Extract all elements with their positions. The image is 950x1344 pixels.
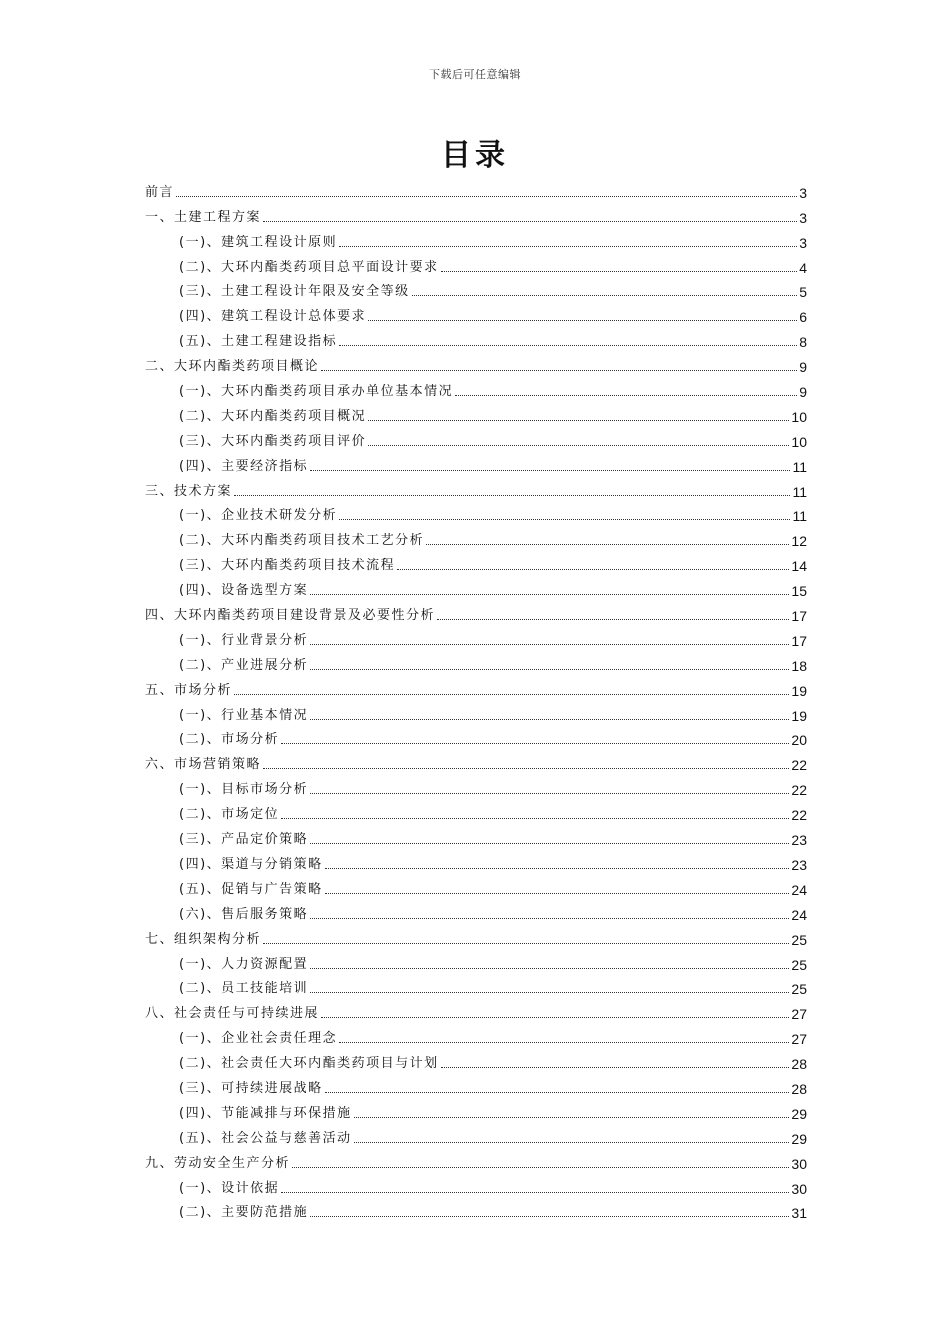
toc-entry-page: 22 bbox=[791, 757, 807, 774]
toc-entry[interactable] bbox=[145, 400, 807, 425]
toc-entry-label: (二)、主要防范措施 bbox=[179, 1205, 309, 1221]
toc-entry-page: 29 bbox=[791, 1130, 807, 1147]
toc-entry-label: (二)、大环内酯类药项目总平面设计要求 bbox=[179, 259, 439, 275]
toc-dot-leader bbox=[263, 221, 797, 222]
toc-entry-page: 31 bbox=[791, 1205, 807, 1222]
toc-entry[interactable] bbox=[145, 500, 807, 525]
toc-dot-leader bbox=[339, 345, 797, 346]
toc-entry-page: 17 bbox=[791, 632, 807, 649]
toc-entry-label: (四)、节能减排与环保措施 bbox=[179, 1105, 352, 1121]
toc-entry[interactable] bbox=[145, 649, 807, 674]
toc-entry-label: (四)、主要经济指标 bbox=[179, 458, 309, 474]
toc-entry-page: 30 bbox=[791, 1155, 807, 1172]
toc-dot-leader bbox=[368, 445, 789, 446]
toc-dot-leader bbox=[455, 395, 797, 396]
toc-entry[interactable] bbox=[145, 923, 807, 948]
toc-entry[interactable] bbox=[145, 1047, 807, 1072]
header-note: 下载后可任意编辑 bbox=[429, 68, 521, 81]
toc-entry-label: (二)、市场定位 bbox=[179, 807, 280, 823]
toc-dot-leader bbox=[310, 793, 789, 794]
toc-dot-leader bbox=[310, 470, 790, 471]
toc-entry-label: (五)、促销与广告策略 bbox=[179, 881, 323, 897]
toc-entry-label: 四、大环内酯类药项目建设背景及必要性分析 bbox=[145, 608, 436, 624]
toc-entry-label: (一)、大环内酯类药项目承办单位基本情况 bbox=[179, 384, 454, 400]
toc-entry-label: (五)、土建工程建设指标 bbox=[179, 334, 338, 350]
toc-dot-leader bbox=[310, 669, 789, 670]
toc-title: 目录 bbox=[441, 138, 509, 173]
toc-entry[interactable] bbox=[145, 1097, 807, 1122]
toc-entry-label: 五、市场分析 bbox=[145, 682, 233, 698]
toc-entry[interactable] bbox=[145, 1197, 807, 1222]
toc-entry-page: 19 bbox=[791, 682, 807, 699]
toc-entry-page: 17 bbox=[791, 608, 807, 625]
toc-entry[interactable] bbox=[145, 425, 807, 450]
toc-entry-label: (二)、大环内酯类药项目概况 bbox=[179, 408, 367, 424]
toc-entry-page: 23 bbox=[791, 856, 807, 873]
toc-entry[interactable] bbox=[145, 574, 807, 599]
toc-dot-leader bbox=[310, 918, 789, 919]
toc-entry[interactable] bbox=[145, 450, 807, 475]
toc-entry-page: 5 bbox=[799, 284, 807, 301]
toc-entry-page: 4 bbox=[799, 259, 807, 276]
toc-entry-label: (四)、建筑工程设计总体要求 bbox=[179, 309, 367, 325]
toc-entry-label: (三)、产品定价策略 bbox=[179, 832, 309, 848]
toc-entry-label: (二)、产业进展分析 bbox=[179, 657, 309, 673]
toc-entry-page: 10 bbox=[791, 408, 807, 425]
toc-entry-label: 八、社会责任与可持续进展 bbox=[145, 1006, 320, 1022]
toc-entry-label: 一、土建工程方案 bbox=[145, 209, 262, 225]
toc-dot-leader bbox=[321, 1017, 789, 1018]
toc-dot-leader bbox=[234, 495, 790, 496]
toc-entry[interactable] bbox=[145, 873, 807, 898]
toc-entry-label: (二)、员工技能培训 bbox=[179, 981, 309, 997]
toc-entry[interactable] bbox=[145, 1147, 807, 1172]
toc-entry-label: (三)、大环内酯类药项目技术流程 bbox=[179, 558, 396, 574]
toc-dot-leader bbox=[325, 868, 790, 869]
toc-entry-label: (一)、建筑工程设计原则 bbox=[179, 234, 338, 250]
toc-entry-page: 15 bbox=[791, 583, 807, 600]
toc-entry-page: 28 bbox=[791, 1056, 807, 1073]
toc-dot-leader bbox=[441, 271, 798, 272]
toc-entry-page: 23 bbox=[791, 832, 807, 849]
toc-entry-label: 三、技术方案 bbox=[145, 483, 233, 499]
toc-entry[interactable] bbox=[145, 1022, 807, 1047]
toc-entry-page: 11 bbox=[792, 508, 807, 525]
toc-entry[interactable] bbox=[145, 276, 807, 301]
toc-entry-page: 19 bbox=[791, 707, 807, 724]
toc-entry-page: 9 bbox=[799, 359, 807, 376]
toc-entry[interactable] bbox=[145, 300, 807, 325]
toc-entry-page: 25 bbox=[791, 956, 807, 973]
toc-entry-label: 六、市场营销策略 bbox=[145, 757, 262, 773]
toc-dot-leader bbox=[310, 644, 789, 645]
toc-dot-leader bbox=[310, 843, 789, 844]
toc-entry-label: (一)、设计依据 bbox=[179, 1180, 280, 1196]
toc-dot-leader bbox=[339, 1042, 789, 1043]
toc-entry-page: 14 bbox=[791, 558, 807, 575]
toc-dot-leader bbox=[234, 694, 789, 695]
toc-entry-label: (三)、大环内酯类药项目评价 bbox=[179, 433, 367, 449]
toc-entry[interactable] bbox=[145, 1072, 807, 1097]
toc-entry-page: 28 bbox=[791, 1080, 807, 1097]
toc-entry-page: 25 bbox=[791, 981, 807, 998]
toc-entry-label: (四)、设备选型方案 bbox=[179, 583, 309, 599]
toc-entry-page: 3 bbox=[799, 234, 807, 251]
toc-entry[interactable] bbox=[145, 973, 807, 998]
toc-entry-page: 11 bbox=[792, 483, 807, 500]
toc-entry-page: 3 bbox=[799, 184, 807, 201]
toc-entry[interactable] bbox=[145, 823, 807, 848]
toc-entry[interactable] bbox=[145, 176, 807, 201]
toc-entry[interactable] bbox=[145, 798, 807, 823]
toc-entry-label: (三)、可持续进展战略 bbox=[179, 1080, 323, 1096]
toc-dot-leader bbox=[310, 1216, 789, 1217]
toc-dot-leader bbox=[310, 968, 789, 969]
toc-entry[interactable] bbox=[145, 997, 807, 1022]
toc-entry-label: 九、劳动安全生产分析 bbox=[145, 1155, 291, 1171]
toc-entry-page: 22 bbox=[791, 807, 807, 824]
toc-entry-label: (一)、行业背景分析 bbox=[179, 632, 309, 648]
toc-dot-leader bbox=[354, 1142, 790, 1143]
toc-dot-leader bbox=[339, 246, 797, 247]
toc-entry[interactable] bbox=[145, 524, 807, 549]
toc-entry-label: (一)、目标市场分析 bbox=[179, 782, 309, 798]
toc-entry-label: (一)、人力资源配置 bbox=[179, 956, 309, 972]
toc-dot-leader bbox=[437, 619, 789, 620]
toc-entry-label: (一)、企业技术研发分析 bbox=[179, 508, 338, 524]
toc-entry[interactable] bbox=[145, 1122, 807, 1147]
toc-entry-page: 25 bbox=[791, 931, 807, 948]
toc-entry[interactable] bbox=[145, 549, 807, 574]
toc-entry-label: 七、组织架构分析 bbox=[145, 931, 262, 947]
toc-dot-leader bbox=[281, 743, 789, 744]
toc-entry-label: (三)、土建工程设计年限及安全等级 bbox=[179, 284, 410, 300]
toc-dot-leader bbox=[321, 370, 797, 371]
toc-entry-page: 8 bbox=[799, 334, 807, 351]
toc-entry[interactable] bbox=[145, 475, 807, 500]
toc-entry-page: 27 bbox=[791, 1031, 807, 1048]
toc-dot-leader bbox=[441, 1067, 790, 1068]
toc-entry-page: 9 bbox=[799, 384, 807, 401]
toc-entry-label: (六)、售后服务策略 bbox=[179, 906, 309, 922]
toc-entry[interactable] bbox=[145, 948, 807, 973]
toc-entry[interactable] bbox=[145, 624, 807, 649]
toc-dot-leader bbox=[325, 1092, 790, 1093]
toc-dot-leader bbox=[325, 893, 790, 894]
toc-dot-leader bbox=[368, 320, 797, 321]
toc-entry-page: 10 bbox=[791, 433, 807, 450]
toc-entry-label: (二)、市场分析 bbox=[179, 732, 280, 748]
toc-entry[interactable] bbox=[145, 699, 807, 724]
toc-entry-label: 前言 bbox=[145, 184, 175, 200]
toc-entry[interactable] bbox=[145, 674, 807, 699]
toc-dot-leader bbox=[281, 1192, 789, 1193]
toc-entry-page: 6 bbox=[799, 309, 807, 326]
toc-entry[interactable] bbox=[145, 251, 807, 276]
toc-dot-leader bbox=[310, 594, 789, 595]
toc-dot-leader bbox=[176, 196, 797, 197]
toc-dot-leader bbox=[354, 1117, 790, 1118]
toc-dot-leader bbox=[368, 420, 789, 421]
toc-entry-label: (一)、行业基本情况 bbox=[179, 707, 309, 723]
toc-entry[interactable] bbox=[145, 325, 807, 350]
toc-dot-leader bbox=[426, 544, 789, 545]
toc-entry-label: (五)、社会公益与慈善活动 bbox=[179, 1130, 352, 1146]
toc-entry[interactable] bbox=[145, 201, 807, 226]
toc-entry[interactable] bbox=[145, 1172, 807, 1197]
toc-entry[interactable] bbox=[145, 724, 807, 749]
toc-dot-leader bbox=[263, 943, 789, 944]
toc-dot-leader bbox=[281, 818, 789, 819]
table-of-contents bbox=[145, 176, 807, 1221]
toc-dot-leader bbox=[292, 1167, 789, 1168]
toc-entry-page: 24 bbox=[791, 881, 807, 898]
toc-entry[interactable] bbox=[145, 375, 807, 400]
toc-entry[interactable] bbox=[145, 773, 807, 798]
toc-dot-leader bbox=[263, 768, 789, 769]
toc-dot-leader bbox=[310, 992, 789, 993]
toc-dot-leader bbox=[310, 719, 789, 720]
toc-entry-page: 22 bbox=[791, 782, 807, 799]
toc-entry-page: 30 bbox=[791, 1180, 807, 1197]
toc-entry-page: 3 bbox=[799, 209, 807, 226]
toc-entry-label: (一)、企业社会责任理念 bbox=[179, 1031, 338, 1047]
toc-entry[interactable] bbox=[145, 350, 807, 375]
toc-dot-leader bbox=[339, 519, 790, 520]
toc-entry-page: 18 bbox=[791, 657, 807, 674]
toc-dot-leader bbox=[397, 569, 789, 570]
toc-entry-page: 24 bbox=[791, 906, 807, 923]
toc-entry[interactable] bbox=[145, 599, 807, 624]
toc-entry-label: 二、大环内酯类药项目概论 bbox=[145, 359, 320, 375]
toc-entry-page: 11 bbox=[792, 458, 807, 475]
toc-entry[interactable] bbox=[145, 848, 807, 873]
toc-entry[interactable] bbox=[145, 748, 807, 773]
toc-entry-label: (二)、社会责任大环内酯类药项目与计划 bbox=[179, 1056, 439, 1072]
toc-entry[interactable] bbox=[145, 898, 807, 923]
toc-entry-page: 20 bbox=[791, 732, 807, 749]
toc-entry-label: (二)、大环内酯类药项目技术工艺分析 bbox=[179, 533, 425, 549]
toc-dot-leader bbox=[412, 295, 798, 296]
toc-entry[interactable] bbox=[145, 226, 807, 251]
toc-entry-page: 27 bbox=[791, 1006, 807, 1023]
toc-entry-page: 12 bbox=[791, 533, 807, 550]
toc-entry-label: (四)、渠道与分销策略 bbox=[179, 856, 323, 872]
toc-entry-page: 29 bbox=[791, 1105, 807, 1122]
